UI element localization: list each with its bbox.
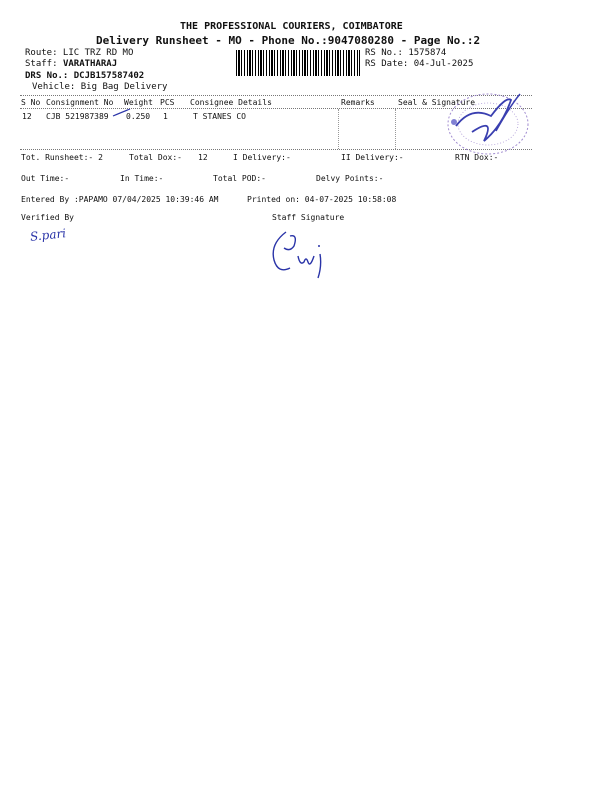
total-dox-label: Total Dox:- xyxy=(129,153,182,162)
staff-value: VARATHARAJ xyxy=(62,59,118,69)
col-header-weight: Weight xyxy=(124,98,153,107)
col-header-seal: Seal & Signature xyxy=(398,98,476,107)
i-delivery: I Delivery:- xyxy=(233,153,291,162)
rtn-dox: RTN Dox:- xyxy=(455,153,499,162)
col-header-pcs: PCS xyxy=(160,98,175,107)
company-title: THE PROFESSIONAL COURIERS, COIMBATORE xyxy=(180,21,403,32)
printed-on: Printed on: 04-07-2025 10:58:08 xyxy=(247,195,397,204)
vehicle-text: Vehicle: Big Bag Delivery xyxy=(32,82,168,92)
in-time: In Time:- xyxy=(120,174,164,183)
runsheet-subtitle: Delivery Runsheet - MO - Phone No.:9047080280 - Page No.:2 xyxy=(96,34,481,47)
rs-date: RS Date: 04-Jul-2025 xyxy=(365,59,474,69)
total-dox-value: 12 xyxy=(198,153,208,162)
tot-runsheet: Tot. Runsheet:- 2 xyxy=(21,153,103,162)
seal-divider xyxy=(395,109,396,149)
entered-by: Entered By :PAPAMO 07/04/2025 10:39:46 AM xyxy=(21,195,219,204)
staff-signature-mark xyxy=(264,226,334,282)
pen-tick-mark xyxy=(112,108,132,118)
delvy-points: Delvy Points:- xyxy=(316,174,384,183)
rs-number: RS No.: 1575874 xyxy=(365,48,447,58)
verified-by-label: Verified By xyxy=(21,213,74,222)
staff-label: Staff: xyxy=(25,59,63,69)
barcode xyxy=(236,50,360,76)
staff-line xyxy=(25,59,117,69)
col-header-consignee: Consignee Details xyxy=(190,98,272,107)
route-text: Route: LIC TRZ RD MO xyxy=(25,48,134,58)
drs-number: DRS No.: DCJB157587402 xyxy=(25,71,145,81)
row-pcs: 1 xyxy=(163,112,168,121)
row-consignee: T STANES CO xyxy=(193,112,246,121)
row-sno: 12 xyxy=(22,112,32,121)
row-weight: 0.250 xyxy=(126,112,151,121)
verified-handwriting: S.pari xyxy=(29,226,67,244)
col-header-sno: S No xyxy=(21,98,41,107)
total-pod: Total POD:- xyxy=(213,174,266,183)
col-header-consignment: Consignment No xyxy=(46,98,114,107)
row-consignment: CJB 521987389 xyxy=(46,112,109,121)
col-header-remarks: Remarks xyxy=(341,98,375,107)
staff-signature-label: Staff Signature xyxy=(272,213,345,222)
remarks-divider xyxy=(338,109,339,149)
out-time: Out Time:- xyxy=(21,174,70,183)
ii-delivery: II Delivery:- xyxy=(341,153,404,162)
